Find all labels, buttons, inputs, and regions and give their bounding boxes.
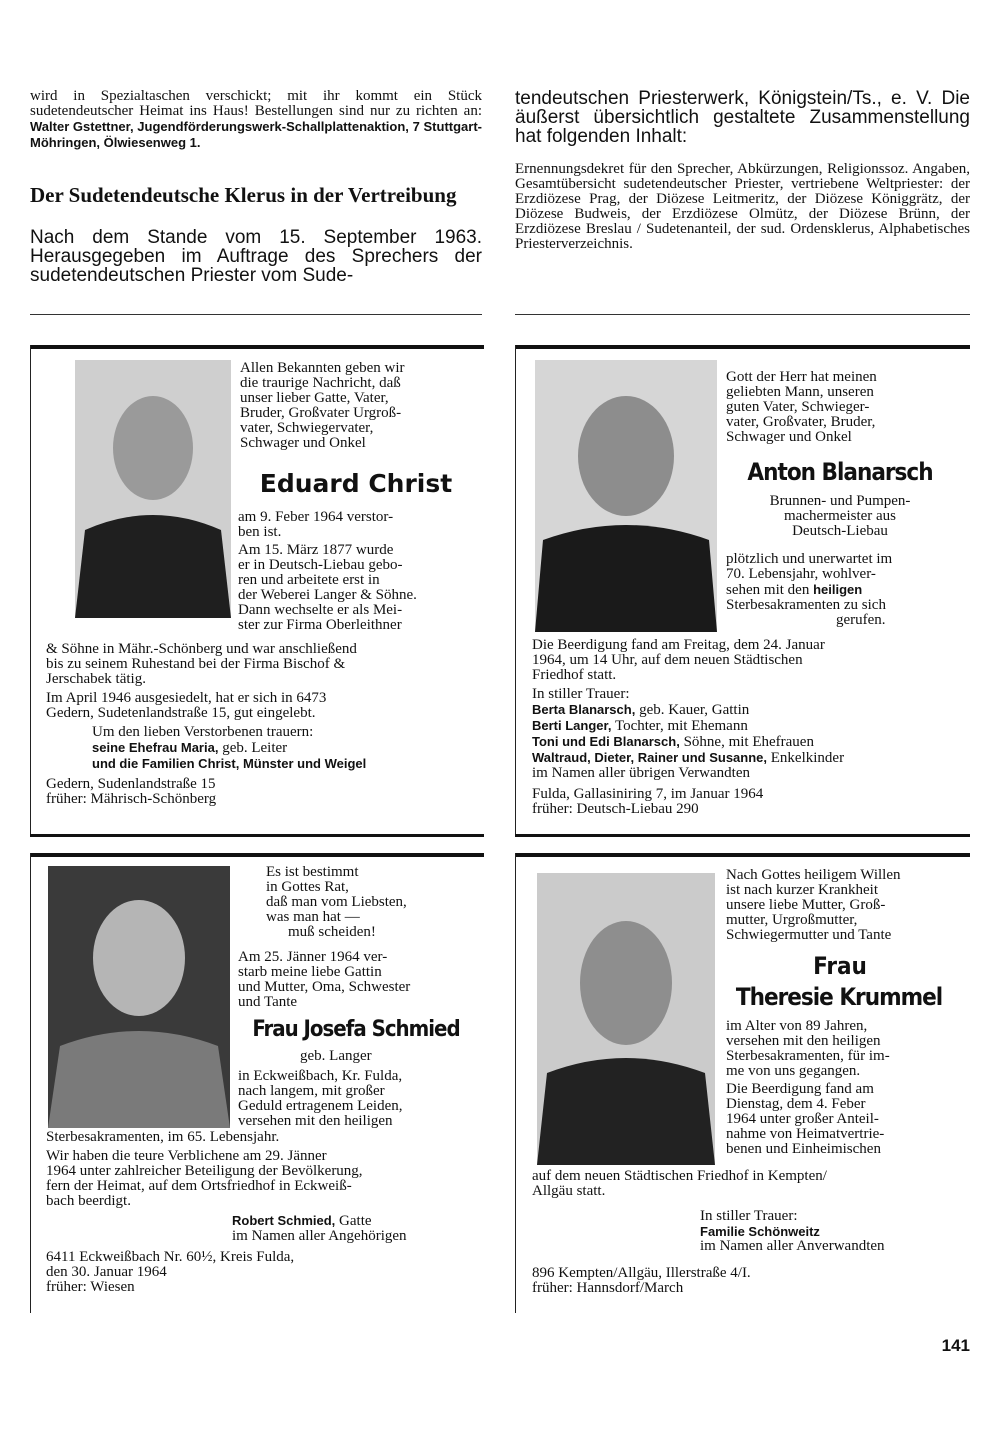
line: Friedhof statt.: [532, 667, 617, 683]
line: und Tante: [238, 994, 298, 1010]
line: er in Deutsch-Liebau gebo-: [238, 557, 403, 573]
line: Nach Gottes heiligem Willen: [726, 867, 901, 883]
line: 1964 unter großer Anteil-: [726, 1111, 879, 1127]
notice4-frame: [515, 853, 516, 1313]
signature-line: [46, 1213, 474, 1229]
mourner-rel: Enkelkinder: [767, 750, 845, 766]
family-note: im Namen aller Anverwandten: [700, 1238, 885, 1254]
portrait-man-icon: [535, 360, 717, 632]
line: Gott der Herr hat meinen: [726, 369, 877, 385]
top-left-big-text: Nach dem Stande vom 15. September 1963. Herausgegeben im Auftrage des Sprechers der sudetendeutschen Priester vom Sude-: [30, 227, 482, 286]
notice4-deceased-name: Theresie Krummel: [735, 983, 943, 1011]
line: die traurige Nachricht, daß: [240, 375, 401, 391]
portrait-woman-icon: [537, 873, 715, 1165]
notice4-full-text: [532, 1169, 954, 1296]
mourner-line: [532, 702, 954, 718]
notice2-intro: [726, 370, 954, 445]
line: bach beerdigt.: [46, 1193, 131, 1209]
top-left-text: wird in Spezialtaschen verschickt; mit ihr kommt ein Stück sudetendeutscher Heimat ins Haus!: [30, 88, 482, 119]
bold-word: heiligen: [813, 582, 863, 597]
line: bis zu seinem Ruhestand bei der Firma Bischof &: [46, 656, 346, 672]
line: me von uns gegangen.: [726, 1063, 861, 1079]
address-line: 6411 Eckweißbach Nr. 60½, Kreis Fulda,: [46, 1249, 295, 1265]
line: Am 15. März 1877 wurde: [238, 542, 394, 558]
line: 70. Lebensjahr, wohlver-: [726, 566, 876, 582]
notice4-intro: [726, 868, 954, 943]
line: starb meine liebe Gattin: [238, 964, 382, 980]
notice3-intro: [266, 865, 474, 940]
mourner-rel: Tochter, mit Ehemann: [611, 718, 748, 734]
notice1-bottom-bar: [30, 834, 484, 837]
line: nach langem, mit großer: [238, 1083, 385, 1099]
line: mutter, Urgroßmutter,: [726, 912, 858, 928]
line: fern der Heimat, auf dem Ortsfriedhof in Eckweiß-: [46, 1178, 352, 1194]
line: muß scheiden!: [288, 924, 376, 940]
notice2-full-text: [532, 638, 954, 817]
line: was man hat —: [266, 909, 360, 925]
address-line: Gedern, Sudenlandstraße 15: [46, 776, 216, 792]
line: am 9. Feber 1964 verstor-: [238, 509, 394, 525]
notice2-frame: [515, 345, 516, 837]
line: unser lieber Gatte, Vater,: [240, 390, 389, 406]
mourners-heading: Um den lieben Verstorbenen trauern:: [92, 724, 314, 740]
line: 1964 unter zahlreicher Beteiligung der Bevölkerung,: [46, 1163, 363, 1179]
mourner-name: Berti Langer,: [532, 718, 612, 733]
line: Wir haben die teure Verblichene am 29. Jänner: [46, 1148, 327, 1164]
line: Bruder, Großvater Urgroß-: [240, 405, 402, 421]
mourner-name: Berta Blanarsch,: [532, 702, 636, 717]
notice3-top-bar: [30, 853, 484, 857]
address-former: früher: Wiesen: [46, 1279, 135, 1295]
family-name: Familie Schönweitz: [700, 1224, 820, 1239]
line: Jerschabek tätig.: [46, 671, 146, 687]
wife-line: [46, 740, 474, 756]
line: vater, Großvater, Bruder,: [726, 414, 876, 430]
order-prefix: Bestellungen sind nur zu richten an:: [254, 103, 483, 119]
mourner-line: [532, 734, 954, 750]
line: in Eckweißbach, Kr. Fulda,: [238, 1068, 403, 1084]
line: 1964, um 14 Uhr, auf dem neuen Städtischen: [532, 652, 803, 668]
line: Allgäu statt.: [532, 1183, 606, 1199]
notice3-born: geb. Langer: [300, 1048, 372, 1064]
line: vater, Schwiegervater,: [240, 420, 374, 436]
portrait-woman-icon: [48, 866, 230, 1128]
notice3-full-text: [46, 1130, 474, 1295]
line: Gedern, Sudetenlandstraße 15, gut eingelebt.: [46, 705, 316, 721]
line: Im April 1946 ausgesiedelt, hat er sich in 6473: [46, 690, 327, 706]
divider-right: [515, 314, 970, 315]
notice2-bottom-bar: [515, 834, 970, 837]
line: ren und arbeitete erst in: [238, 572, 380, 588]
notice2-trade: [726, 494, 954, 539]
notice3-portrait-photo: [48, 866, 230, 1128]
mourner-rel: geb. Kauer, Gattin: [635, 702, 750, 718]
top-left-paragraph: [30, 89, 482, 151]
notice2-portrait-photo: [535, 360, 717, 632]
line: Allen Bekannten geben wir: [240, 360, 405, 376]
line: versehen mit den heiligen: [726, 1033, 881, 1049]
notice1-frame: [30, 345, 31, 837]
notice4-name-title: Frau: [813, 952, 867, 980]
line: und Mutter, Oma, Schwester: [238, 979, 411, 995]
order-address: Walter Gstettner, Jugendförderungswerk-Schallplattenaktion, 7 Stuttgart-Möhringen, Ölwiesenweg 1.: [30, 119, 482, 150]
line: & Söhne in Mähr.-Schönberg und war anschließend: [46, 641, 357, 657]
families-line: und die Familien Christ, Münster und Weigel: [92, 756, 367, 771]
line: Die Beerdigung fand am: [726, 1081, 874, 1097]
section-heading: Der Sudetendeutsche Klerus in der Vertreibung: [30, 183, 457, 207]
address-former: früher: Hannsdorf/March: [532, 1280, 684, 1296]
line: Schwager und Onkel: [726, 429, 852, 445]
line: [726, 582, 954, 598]
notice2-top-bar: [515, 345, 970, 349]
line: Dienstag, dem 4. Feber: [726, 1096, 866, 1112]
notice2-side-text: [726, 552, 954, 628]
address-line: 896 Kempten/Allgäu, Illerstraße 4/I.: [532, 1265, 751, 1281]
line: geliebten Mann, unseren: [726, 384, 874, 400]
top-right-paragraph: Ernennungsdekret für den Sprecher, Abkürzungen, Religionssoz. Angaben, Gesamtübersicht sudetendeutscher Priester, vertriebene Weltpriester: der Erzdiözese Prag, der Diözese Leitmeritz, der Diözese Königgrätz, der Diözese Budweis, der Erzdiözese Olmütz, der Diözese Brünn, der Erzdiözese Breslau / Sudetenanteil, der sud. Ordensklerus, Alphabetisches Priesterverzeichnis.: [515, 161, 970, 252]
notice1-full-text: [46, 642, 474, 807]
signature-rel: Gatte: [335, 1213, 372, 1229]
address-former: früher: Deutsch-Liebau 290: [532, 801, 699, 817]
line: Sterbesakramenten, im 65. Lebensjahr.: [46, 1129, 280, 1145]
mourners-heading: In stiller Trauer:: [532, 686, 630, 702]
page-number: 141: [941, 1336, 970, 1355]
signature-name: Robert Schmied,: [232, 1213, 336, 1228]
notice1-deceased-name: Eduard Christ: [259, 469, 453, 498]
notice4-side-text: [726, 1019, 954, 1157]
address-line: Fulda, Gallasiniring 7, im Januar 1964: [532, 786, 764, 802]
notice1-intro: [240, 361, 474, 451]
line: versehen mit den heiligen: [238, 1113, 393, 1129]
mourner-line: [532, 718, 954, 734]
line: ist nach kurzer Krankheit: [726, 882, 879, 898]
mourner-line: im Namen aller übrigen Verwandten: [532, 765, 750, 781]
line-part: sehen mit den: [726, 582, 810, 598]
notice1-portrait-photo: [75, 360, 231, 618]
notice3-frame: [30, 853, 31, 1313]
mourners-heading: In stiller Trauer:: [700, 1208, 798, 1224]
notice3-side-text: [238, 950, 474, 1010]
line: unsere liebe Mutter, Groß-: [726, 897, 886, 913]
line: nahme von Heimatvertrie-: [726, 1126, 885, 1142]
notice2-deceased-name: Anton Blanarsch: [747, 458, 933, 486]
line: ster zur Firma Oberleithner: [238, 617, 402, 633]
wife-born: geb. Leiter: [218, 740, 288, 756]
line: ben ist.: [238, 524, 282, 540]
line: benen und Einheimischen: [726, 1141, 881, 1157]
line: Die Beerdigung fand am Freitag, dem 24. Januar: [532, 637, 825, 653]
line: daß man vom Liebsten,: [266, 894, 407, 910]
line: Sterbesakramenten, für im-: [726, 1048, 890, 1064]
line: Schwiegermutter und Tante: [726, 927, 892, 943]
notice4-portrait-photo: [537, 873, 715, 1165]
signature-note: im Namen aller Angehörigen: [232, 1228, 407, 1244]
line: Es ist bestimmt: [266, 864, 359, 880]
line: Sterbesakramenten zu sich: [726, 597, 886, 613]
wife-name: seine Ehefrau Maria,: [92, 740, 219, 755]
line: gerufen.: [836, 612, 886, 628]
line: Geduld ertragenem Leiden,: [238, 1098, 403, 1114]
line: guten Vater, Schwieger-: [726, 399, 870, 415]
top-right-big-text: tendeutschen Priesterwerk, Königstein/Ts., e. V. Die äußerst übersichtlich gestaltete Zusammenstellung hat folgenden Inhalt:: [515, 88, 970, 147]
line: im Alter von 89 Jahren,: [726, 1018, 868, 1034]
line: in Gottes Rat,: [266, 879, 349, 895]
mourner-name: Toni und Edi Blanarsch,: [532, 734, 680, 749]
line: Deutsch-Liebau: [792, 523, 888, 539]
mourner-line: [532, 750, 954, 766]
line: Am 25. Jänner 1964 ver-: [238, 949, 388, 965]
line: machermeister aus: [783, 508, 897, 524]
line: Schwager und Onkel: [240, 435, 366, 451]
address-date: den 30. Januar 1964: [46, 1264, 167, 1280]
mourner-rel: Söhne, mit Ehefrauen: [679, 734, 814, 750]
line: auf dem neuen Städtischen Friedhof in Kempten/: [532, 1168, 827, 1184]
portrait-man-icon: [75, 360, 231, 618]
line: der Weberei Langer & Söhne.: [238, 587, 417, 603]
line: Brunnen- und Pumpen-: [769, 493, 911, 509]
address-former: früher: Mährisch-Schönberg: [46, 791, 217, 807]
notice1-top-bar: [30, 345, 484, 349]
line: plötzlich und unerwartet im: [726, 551, 893, 567]
divider-left: [30, 314, 482, 315]
notice3-side-text2: [238, 1069, 474, 1129]
notice4-top-bar: [515, 853, 970, 857]
line: Dann wechselte er als Mei-: [238, 602, 403, 618]
mourner-name: Waltraud, Dieter, Rainer und Susanne,: [532, 750, 768, 765]
notice3-deceased-name: Frau Josefa Schmied: [252, 1017, 460, 1042]
notice1-side-text: [238, 510, 474, 633]
